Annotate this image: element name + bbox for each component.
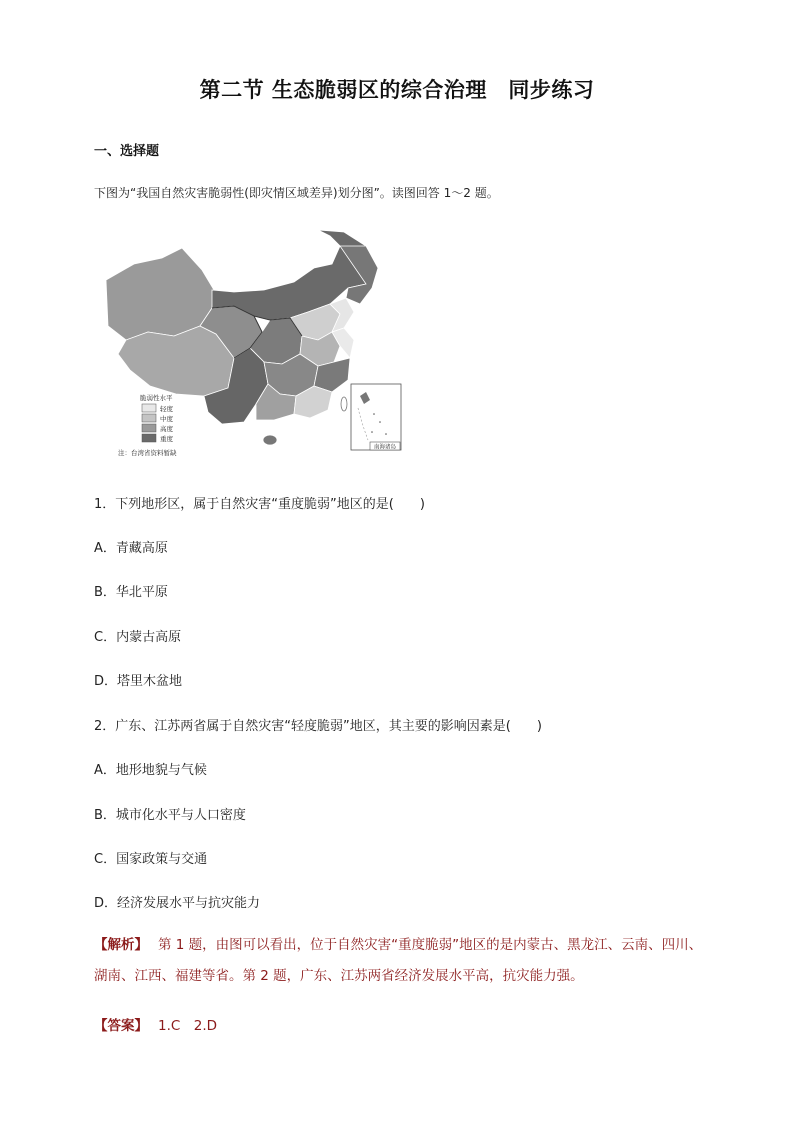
analysis-tag: 【解析】 xyxy=(94,937,148,953)
analysis-text: 第 1 题，由图可以看出，位于自然灾害“重度脆弱”地区的是内蒙古、黑龙江、云南、四川、湖南、江西、福建等省。第 2 题，广东、江苏两省经济发展水平高，抗灾能力强。 xyxy=(94,937,703,984)
map-note: 注：台湾省资料暂缺 xyxy=(118,449,177,457)
legend-swatch xyxy=(142,414,156,422)
question-2: 2．广东、江苏两省属于自然灾害“轻度脆弱”地区，其主要的影响因素是( ) xyxy=(94,719,542,734)
q2-option-a: A．地形地貌与气候 xyxy=(94,763,207,778)
legend-swatch xyxy=(142,424,156,432)
q2-option-b: B．城市化水平与人口密度 xyxy=(94,808,246,823)
page-title: 第二节 生态脆弱区的综合治理 同步练习 xyxy=(199,77,595,102)
legend-label: 高度 xyxy=(160,425,173,433)
question-intro: 下图为“我国自然灾害脆弱性(即灾情区域差异)划分图”。读图回答 1～2 题。 xyxy=(94,186,499,200)
section-heading: 一、选择题 xyxy=(94,144,160,159)
legend-label: 轻度 xyxy=(160,405,173,413)
legend xyxy=(142,404,174,443)
q1-option-b: B．华北平原 xyxy=(94,585,168,600)
answer-tag: 【答案】 xyxy=(94,1018,148,1034)
q1-option-c: C．内蒙古高原 xyxy=(94,630,182,645)
analysis-block xyxy=(94,930,714,992)
answer-text: 1.C 2.D xyxy=(158,1018,218,1034)
legend-swatch xyxy=(142,404,156,412)
q2-option-c: C．国家政策与交通 xyxy=(94,852,208,867)
china-vulnerability-map xyxy=(104,228,404,460)
q2-option-d: D．经济发展水平与抗灾能力 xyxy=(94,896,261,911)
legend-swatch xyxy=(142,434,156,442)
q1-option-d: D．塔里木盆地 xyxy=(94,674,183,689)
answer-block xyxy=(94,1014,217,1034)
q1-option-a: A．青藏高原 xyxy=(94,541,168,556)
question-1: 1．下列地形区，属于自然灾害“重度脆弱”地区的是( ) xyxy=(94,497,425,512)
legend-label: 重度 xyxy=(160,435,173,443)
legend-label: 中度 xyxy=(160,415,173,423)
legend-title: 脆弱性水平 xyxy=(140,394,173,402)
inset-label: 南海诸岛 xyxy=(373,444,397,451)
